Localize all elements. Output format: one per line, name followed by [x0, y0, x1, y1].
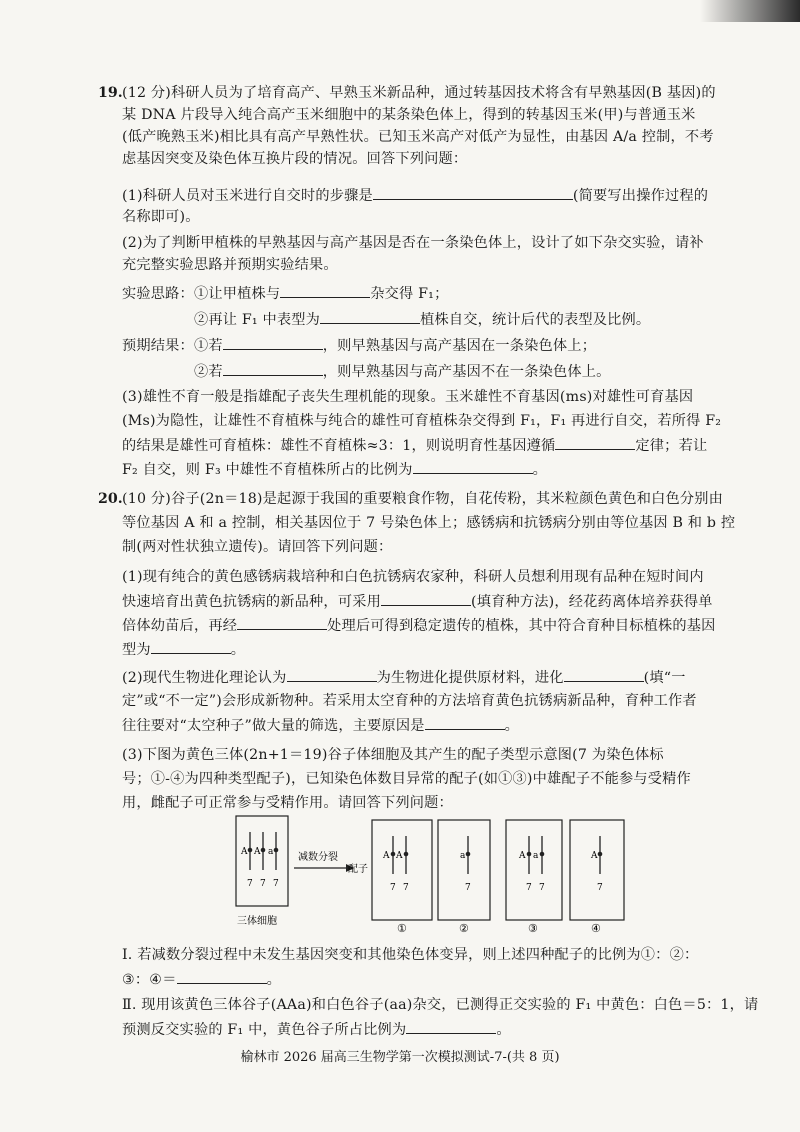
- q20-part2-line-2: [122, 1018, 511, 1041]
- q20-part2-line-2-text: 预测反交实验的 F₁ 中，黄色谷子所占比例为: [122, 1022, 407, 1038]
- q19-design-2: [194, 308, 650, 331]
- q19-design-2-text: ②再让 F₁ 中表型为: [194, 312, 321, 328]
- q19-expect-2-text-2: ，则早熟基因与高产基因不在一条染色体上。: [322, 364, 611, 380]
- q20-sub1-line-1: (1)现有纯合的黄色感锈病栽培种和白色抗锈病农家种，科研人员想利用现有品种在短时间内: [122, 569, 704, 585]
- q19-sub1-text-2: (简要写出操作过程的: [572, 188, 709, 204]
- gamete-number-2: ②: [459, 922, 469, 934]
- q20-sub1-line-3: [122, 614, 716, 637]
- q19-line-2: 某 DNA 片段导入纯合高产玉米细胞中的某条染色体上，得到的转基因玉米(甲)与普通玉米: [122, 107, 696, 123]
- answer-blank[interactable]: [425, 714, 505, 730]
- q20-sub2-line-1-text-3: (填“一: [643, 670, 686, 686]
- q19-design-2-text-2: 植株自交，统计后代的表型及比例。: [420, 312, 651, 328]
- q20-part2-line-2-text-2: 。: [496, 1022, 511, 1038]
- q19-line-4: 虑基因突变及染色体互换片段的情况。回答下列问题：: [122, 151, 468, 167]
- q19-design-1: [122, 282, 448, 305]
- q19-expect-2-text: ②若: [194, 364, 223, 380]
- allele-label-a: a: [533, 851, 539, 861]
- q20-sub3-line-2: 号；①-④为四种类型配子)，已知染色体数目异常的配子(如①③)中雄配子不能参与受精作: [122, 771, 691, 787]
- allele-label-A: A: [396, 851, 403, 861]
- q19-sub3-line-2: (Ms)为隐性，让雄性不育植株与纯合的雄性可育植株杂交得到 F₁，F₁ 再进行自交，若所得 F₂: [122, 413, 722, 429]
- q19-sub3-line-4: [122, 458, 547, 481]
- q20-part1-line-2-text-2: 。: [266, 972, 282, 988]
- q19-sub3-line-3: [122, 434, 707, 457]
- answer-blank[interactable]: [223, 360, 323, 376]
- cell-chromosomes: [240, 832, 279, 889]
- trisomy-meiosis-diagram: [230, 812, 650, 934]
- q19-sub3-line-3-text-2: 定律；若让: [635, 438, 708, 454]
- q19-expect-1-text-2: ，则早熟基因与高产基因在一条染色体上；: [322, 338, 597, 354]
- q19-sub3-line-4-text-2: 。: [532, 462, 547, 478]
- q20-part1-line-2: [122, 968, 281, 991]
- allele-label-A: A: [383, 851, 390, 861]
- q20-sub2-line-3: [122, 714, 519, 737]
- q19-expect-2: [194, 360, 611, 383]
- chromosome-number-label: 7: [260, 879, 266, 889]
- gamete-4-box: [570, 820, 624, 920]
- gamete-number-4: ④: [591, 922, 601, 934]
- answer-blank[interactable]: [223, 334, 323, 350]
- q20-sub1-line-4-text: 型为: [122, 642, 151, 658]
- meiosis-label: 减数分裂: [298, 852, 338, 863]
- q19-sub2-line-1: (2)为了判断甲植株的早熟基因与高产基因是否在一条染色体上，设计了如下杂交实验，请补: [122, 235, 704, 251]
- trisomic-cell-box: [236, 816, 288, 906]
- chromosome-number-label: 7: [539, 883, 545, 893]
- answer-blank[interactable]: [413, 458, 533, 474]
- q20-line-1: (10 分)谷子(2n＝18)是起源于我国的重要粮食作物，自花传粉，其米粒颜色黄色和白色分别由: [122, 491, 724, 507]
- q20-sub2-line-3-text: 往往要对“太空种子”做大量的筛选，主要原因是: [122, 718, 425, 734]
- answer-blank[interactable]: [320, 308, 420, 324]
- answer-blank[interactable]: [237, 614, 327, 630]
- q20-sub2-line-1-text-2: 为生物进化提供原材料，进化: [376, 670, 564, 686]
- answer-blank[interactable]: [555, 434, 635, 450]
- q20-sub1-line-3-text-2: 处理后可得到稳定遗传的植株，其中符合育种目标植株的基因: [327, 618, 716, 634]
- q20-part1-line-2-text: ③：④＝: [122, 972, 177, 988]
- q20-sub3-line-1: (3)下图为黄色三体(2n+1＝19)谷子体细胞及其产生的配子类型示意图(7 为染色体标: [122, 747, 664, 763]
- answer-blank[interactable]: [287, 666, 377, 682]
- q19-design-1-text-2: 杂交得 F₁；: [370, 286, 449, 302]
- q19-line-3: (低产晚熟玉米)相比具有高产早熟性状。已知玉米高产对低产为显性，由基因 A/a 控制，不考: [122, 129, 714, 145]
- gamete-2-box: [438, 820, 490, 920]
- trisomic-cell-caption: 三体细胞: [237, 916, 277, 927]
- gamete-number-3: ③: [528, 922, 538, 934]
- answer-blank[interactable]: [373, 184, 573, 200]
- allele-label-A: A: [241, 847, 248, 857]
- q20-sub1-line-4: [122, 638, 245, 661]
- gamete-number-1: ①: [397, 922, 407, 934]
- question-19-number: 19.: [98, 85, 123, 101]
- allele-label-A: A: [254, 847, 261, 857]
- allele-label-a: a: [268, 847, 274, 857]
- chromosome-number-label: 7: [403, 883, 409, 893]
- chromosome-number-label: 7: [597, 883, 603, 893]
- q19-sub2-line-2: 充完整实验思路并预期实验结果。: [122, 257, 338, 273]
- gamete-1-box: [372, 820, 432, 920]
- q20-part2-line-1: Ⅱ. 现用该黄色三体谷子(AAa)和白色谷子(aa)杂交，已测得正交实验的 F₁ 中黄色：白色＝5：1，请: [122, 997, 759, 1013]
- q20-sub2-line-2: 定”或“不一定”)会形成新物种。若采用太空育种的方法培育黄色抗锈病新品种，育种工作者: [122, 693, 697, 709]
- q20-sub2-line-1: [122, 666, 686, 689]
- q19-expect-1-text: 预期结果：①若: [122, 338, 223, 354]
- answer-blank[interactable]: [151, 638, 231, 654]
- chromosome-number-label: 7: [247, 879, 253, 889]
- q20-sub2-line-3-text-2: 。: [504, 718, 520, 734]
- answer-blank[interactable]: [564, 666, 644, 682]
- question-20-number: 20.: [98, 491, 123, 507]
- q20-part1-line-1: Ⅰ. 若减数分裂过程中未发生基因突变和其他染色体变异，则上述四种配子的比例为①：②：: [122, 947, 699, 963]
- gamete-label: 配子: [348, 864, 368, 875]
- q19-expect-1: [122, 334, 596, 357]
- q20-sub2-line-1-text: (2)现代生物进化理论认为: [122, 670, 287, 686]
- answer-blank[interactable]: [177, 968, 267, 984]
- q19-sub3-line-4-text: F₂ 自交，则 F₃ 中雄性不育植株所占的比例为: [122, 462, 413, 478]
- q20-sub1-line-2-text: 快速培育出黄色抗锈病的新品种，可采用: [122, 594, 381, 610]
- q19-sub3-line-1: (3)雄性不育一般是指雄配子丧失生理机能的现象。玉米雄性不育基因(ms)对雄性可育基因: [122, 389, 694, 405]
- q19-sub1-line-2: 名称即可)。: [122, 209, 200, 225]
- allele-label-A: A: [591, 851, 598, 861]
- page-footer: 榆林市 2026 届高三生物学第一次模拟测试-7-(共 8 页): [240, 1050, 560, 1065]
- q19-sub1-text: (1)科研人员对玉米进行自交时的步骤是: [122, 188, 373, 204]
- allele-label-A: A: [519, 851, 526, 861]
- q19-design-1-text: 实验思路：①让甲植株与: [122, 286, 281, 302]
- q20-sub3-line-3: 用，雌配子可正常参与受精作用。请回答下列问题：: [122, 795, 453, 811]
- q20-line-3: 制(两对性状独立遗传)。请回答下列问题：: [122, 539, 393, 555]
- allele-label-a: a: [460, 851, 466, 861]
- answer-blank[interactable]: [406, 1018, 496, 1034]
- scan-edge-shadow: [700, 0, 800, 22]
- chromosome-number-label: 7: [390, 883, 396, 893]
- chromosome-number-label: 7: [273, 879, 279, 889]
- q20-sub1-line-4-text-2: 。: [230, 642, 246, 658]
- q19-line-1: (12 分)科研人员为了培育高产、早熟玉米新品种，通过转基因技术将含有早熟基因(B 基因)的: [122, 85, 716, 101]
- answer-blank[interactable]: [381, 590, 471, 606]
- answer-blank[interactable]: [280, 282, 370, 298]
- chromosome-number-label: 7: [465, 883, 471, 893]
- q19-sub3-line-3-text: 的结果是雄性可育植株：雄性不育植株≈3：1，则说明育性基因遵循: [122, 438, 556, 454]
- q20-line-2: 等位基因 A 和 a 控制，相关基因位于 7 号染色体上；感锈病和抗锈病分别由等位基因 B 和 b 控: [122, 515, 736, 531]
- q19-sub1-line: [122, 184, 708, 207]
- gamete-3-box: [506, 820, 562, 920]
- q20-sub1-line-2-text-2: (填育种方法)，经花药离体培养获得单: [470, 594, 713, 610]
- q20-sub1-line-3-text: 倍体幼苗后，再经: [122, 618, 238, 634]
- chromosome-number-label: 7: [526, 883, 532, 893]
- q20-sub1-line-2: [122, 590, 713, 613]
